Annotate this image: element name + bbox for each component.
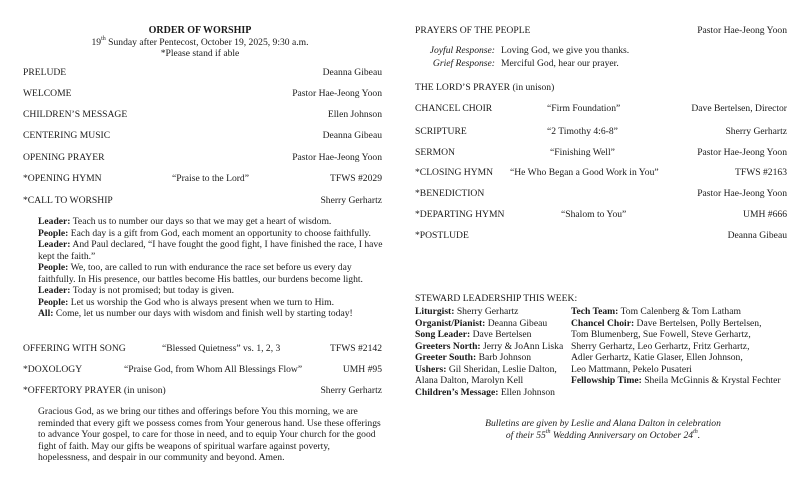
prayer-line: to advance Your gospel, to care for those in need, and to equip Your church for the good xyxy=(38,429,376,440)
steward-right xyxy=(571,306,781,387)
litany-line: People: Each day is a gift from God, each moment an opportunity to choose faithfully. xyxy=(38,227,371,239)
steward-line: Chancel Choir: Dave Bertelsen, Polly Bertelsen, xyxy=(571,317,762,329)
steward-line: Children’s Message: Ellen Johnson xyxy=(415,386,555,398)
order-item: SCRIPTURE “2 Timothy 4:6-8” Sherry Gerhartz xyxy=(415,126,787,137)
prayer-line: reminded that every gift we possess comes from Your generous hand. Use these offerings xyxy=(38,417,381,429)
steward-line: Fellowship Time: Sheila McGinnis & Krystal Fechter xyxy=(571,375,781,386)
order-item: PRELUDE Deanna Gibeau xyxy=(23,67,382,78)
order-item: *DEPARTING HYMN “Shalom to You” UMH #666 xyxy=(415,209,787,220)
litany-line: Leader: Teach us to number our days so that we may get a heart of wisdom. xyxy=(38,216,332,227)
service-date: 19th Sunday after Pentecost, October 19, 2025, 9:30 a.m. xyxy=(91,36,309,48)
order-item: WELCOME Pastor Hae-Jeong Yoon xyxy=(23,88,382,99)
order-item: THE LORD’S PRAYER (in unison) xyxy=(415,82,555,93)
order-item: *DOXOLOGY “Praise God, from Whom All Blessings Flow” UMH #95 xyxy=(23,364,382,375)
order-item: OFFERING WITH SONG “Blessed Quietness” vs. 1, 2, 3 TFWS #2142 xyxy=(23,343,382,354)
prayer-line: fight of faith. May our gifts be weapons of spiritual warfare against poverty, xyxy=(38,440,330,452)
litany-line: People: Let us worship the God who is always present when we turn to Him. xyxy=(38,296,335,308)
steward-line: Organist/Pianist: Deanna Gibeau xyxy=(415,317,548,329)
bulletin-note-line-1: Bulletins are given by Leslie and Alana Dalton in celebration xyxy=(485,418,721,429)
steward-line: Greeters North: Jerry & JoAnn Liska xyxy=(415,340,564,352)
bulletin-note-line-2: of their 55th Wedding Anniversary on October 24th. xyxy=(505,429,701,441)
order-item: *CLOSING HYMN “He Who Began a Good Work in You” TFWS #2163 xyxy=(415,167,787,178)
order-item: *CALL TO WORSHIP Sherry Gerhartz xyxy=(23,195,382,206)
stand-note: *Please stand if able xyxy=(160,48,240,59)
order-item: CHILDREN’S MESSAGE Ellen Johnson xyxy=(23,109,382,120)
order-item: SERMON “Finishing Well” Pastor Hae-Jeong Yoon xyxy=(415,147,787,158)
prayer-line: Gracious God, as we bring our tithes and offerings before You this morning, we are xyxy=(38,406,358,417)
joyful-response: Joyful Response: Loving God, we give you thanks. xyxy=(429,45,630,56)
litany-line: People: We, too, are called to run with endurance the race set before us every day xyxy=(38,262,352,273)
offertory-prayer-text xyxy=(38,406,390,464)
grief-response: Grief Response: Merciful God, hear our prayer. xyxy=(432,58,619,69)
steward-heading: STEWARD LEADERSHIP THIS WEEK: xyxy=(415,293,578,304)
order-item: CHANCEL CHOIR “Firm Foundation” Dave Bertelsen, Director xyxy=(415,103,787,114)
steward-line: Sherry Gerhartz, Leo Gerhartz, Fritz Gerhartz, xyxy=(571,340,750,352)
steward-line: Alana Dalton, Marolyn Kell xyxy=(415,375,524,386)
steward-line: Leo Mattmann, Pekelo Pusateri xyxy=(571,363,692,375)
steward-line: Greeter South: Barb Johnson xyxy=(415,352,532,363)
order-item: *OPENING HYMN “Praise to the Lord” TFWS #2029 xyxy=(23,173,382,184)
litany-line: All: Come, let us number our days with wisdom and finish well by starting today! xyxy=(38,308,353,319)
order-item: PRAYERS OF THE PEOPLE Pastor Hae-Jeong Yoon xyxy=(415,25,787,36)
steward-line: Tom Blumenberg, Sue Fowell, Steve Gerhartz, xyxy=(571,329,751,340)
litany-line: Leader: Today is not promised; but today is given. xyxy=(38,285,235,296)
steward-line: Ushers: Gil Sheridan, Leslie Dalton, xyxy=(415,363,557,375)
page-title: ORDER OF WORSHIP xyxy=(148,25,252,36)
order-item: *POSTLUDE Deanna Gibeau xyxy=(415,230,787,241)
steward-line: Adler Gerhartz, Katie Glaser, Ellen Johnson, xyxy=(571,352,743,363)
litany-line: kept the faith.” xyxy=(38,250,96,262)
steward-left xyxy=(415,306,563,398)
order-item: *BENEDICTION Pastor Hae-Jeong Yoon xyxy=(415,188,787,199)
steward-line: Tech Team: Tom Calenberg & Tom Latham xyxy=(571,306,741,317)
order-item: OPENING PRAYER Pastor Hae-Jeong Yoon xyxy=(23,152,382,163)
litany-line: faithfully. In His presence, our battles become His battles, our burdens become light. xyxy=(38,273,363,285)
litany-line: Leader: And Paul declared, “I have fought the good fight, I have finished the race, I have xyxy=(38,239,383,250)
steward-line: Song Leader: Dave Bertelsen xyxy=(415,329,532,340)
order-item: CENTERING MUSIC Deanna Gibeau xyxy=(23,130,382,141)
order-item: *OFFERTORY PRAYER (in unison) Sherry Gerhartz xyxy=(23,385,382,396)
steward-line: Liturgist: Sherry Gerhartz xyxy=(415,306,519,317)
prayer-line: hopelessness, and despair in our community and beyond. Amen. xyxy=(38,452,285,463)
call-to-worship-text xyxy=(38,216,390,320)
